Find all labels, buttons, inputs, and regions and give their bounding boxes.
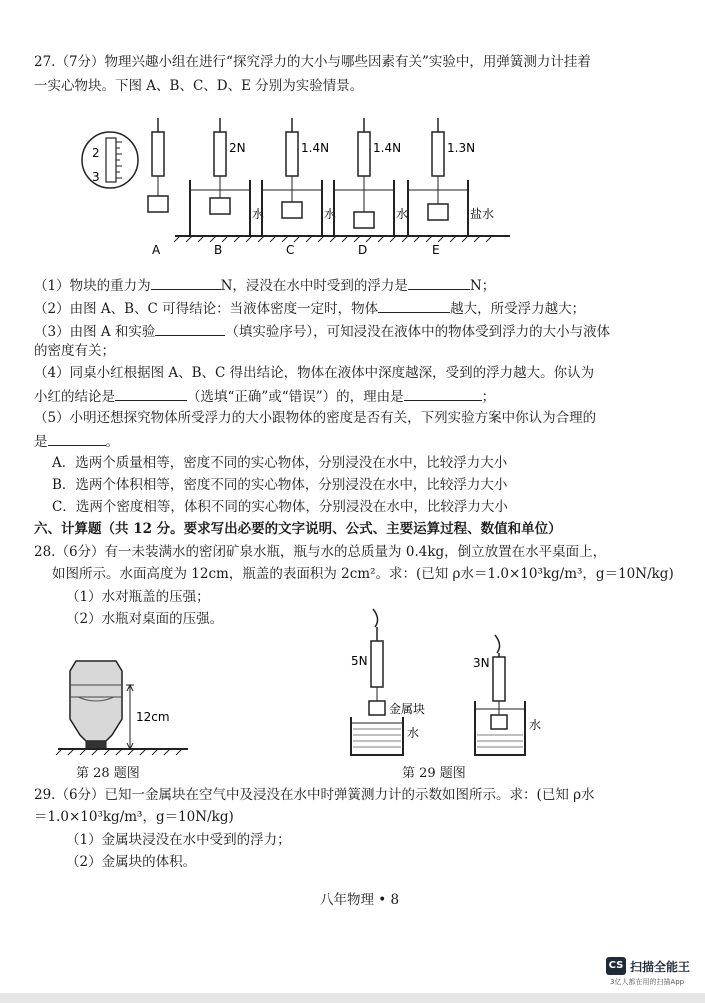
q28-line-1: 28.（6分）有一未装满水的密闭矿泉水瓶，瓶与水的总质量为 0.4kg，倒立放置在水平桌面上， <box>34 544 607 560</box>
reading-d: 1.4N <box>373 141 402 155</box>
label-b: B <box>214 243 223 257</box>
q27-part-3: （3）由图 A 和实验 （填实验序号），可知浸没在液体中的物体受到浮力的大小与液体 <box>34 321 610 341</box>
label-a: A <box>152 243 161 257</box>
reading-e: 1.3N <box>447 141 476 155</box>
q28-sub-2: （2）水瓶对桌面的压强。 <box>66 611 224 627</box>
scale-label-2: 2 <box>92 146 100 160</box>
q27-part-5: （5）小明还想探究物体所受浮力的大小跟物体的密度是否有关，下列实验方案中你认为合理的 <box>34 410 597 426</box>
reading-in-water: 3N <box>473 656 490 670</box>
label-e: E <box>432 243 440 257</box>
scanner-watermark <box>606 957 696 987</box>
q29-sub-2: （2）金属块的体积。 <box>66 854 197 870</box>
q27-option-c: C．选两个密度相等，体积不同的实心物体，分别浸没在水中，比较浮力大小 <box>52 499 508 515</box>
q27-part-5-cont: 是 。 <box>34 431 119 451</box>
liquid-e: 盐水 <box>470 207 495 221</box>
scale-magnifier <box>82 132 138 188</box>
q27-line-1: 27.（7分）物理兴趣小组在进行“探究浮力的大小与哪些因素有关”实验中，用弹簧测力计挂着 <box>34 54 591 70</box>
q29-metal-block-figure <box>345 605 565 785</box>
q27-option-b: B．选两个体积相等，密度不同的实心物体，分别浸没在水中，比较浮力大小 <box>52 477 508 493</box>
liquid-d: 水 <box>396 207 409 221</box>
q27-part-2: （2）由图 A、B、C 可得结论：当液体密度一定时，物体 越大，所受浮力越大； <box>34 298 585 318</box>
q27-option-a: A．选两个质量相等，密度不同的实心物体，分别浸没在水中，比较浮力大小 <box>52 455 508 471</box>
q29-line-1: 29.（6分）已知一金属块在空气中及浸没在水中时弹簧测力计的示数如图所示。求：(已知 ρ水 <box>34 787 595 803</box>
q27-experiment-figure <box>80 118 510 258</box>
bottle-height-label: 12cm <box>136 710 170 724</box>
q29-caption: 第 29 题图 <box>402 766 466 781</box>
q29-line-2: ＝1.0×10³kg/m³，g＝10N/kg) <box>34 809 234 825</box>
q29-sub-1: （1）金属块浸没在水中受到的浮力； <box>66 832 291 848</box>
q28-sub-1: （1）水对瓶盖的压强； <box>66 589 210 605</box>
water-label-right: 水 <box>529 718 542 732</box>
q27-part-4: （4）同桌小红根据图 A、B、C 得出结论，物体在液体中深度越深，受到的浮力越大。你认为 <box>34 365 595 381</box>
liquid-c: 水 <box>324 207 337 221</box>
page-footer: 八年物理 • 8 <box>320 892 400 908</box>
setup-a <box>148 118 168 257</box>
reading-b: 2N <box>229 141 246 155</box>
q28-line-2: 如图所示。水面高度为 12cm，瓶盖的表面积为 2cm²。求：(已知 ρ水＝1.0×10³kg/m³，g＝10N/kg) <box>52 566 674 582</box>
cs-logo-icon: CS <box>606 957 626 975</box>
label-c: C <box>286 243 295 257</box>
q27-line-2: 一实心物块。下图 A、B、C、D、E 分别为实验情景。 <box>34 78 364 94</box>
reading-in-air: 5N <box>351 654 368 668</box>
q27-part-1: （1）物块的重力为 N，浸没在水中时受到的浮力是 N； <box>34 275 495 295</box>
bottom-bar <box>0 993 705 1003</box>
label-d: D <box>358 243 368 257</box>
q28-caption: 第 28 题图 <box>76 766 140 781</box>
watermark-tagline: 3亿人都在用的扫描App <box>610 978 685 986</box>
q27-part-3-cont: 的密度有关； <box>34 343 115 359</box>
metal-block-label: 金属块 <box>389 702 426 716</box>
liquid-b: 水 <box>252 207 265 221</box>
water-label-left: 水 <box>407 726 420 740</box>
section-6-heading: 六、计算题（共 12 分。要求写出必要的文字说明、公式、主要运算过程、数值和单位） <box>34 521 562 537</box>
reading-c: 1.4N <box>301 141 330 155</box>
scale-label-3: 3 <box>92 170 100 184</box>
watermark-app-name: 扫描全能王 <box>630 960 691 974</box>
q27-part-4-cont: 小红的结论是 （选填“正确”或“错误”）的，理由是 ； <box>34 386 495 406</box>
